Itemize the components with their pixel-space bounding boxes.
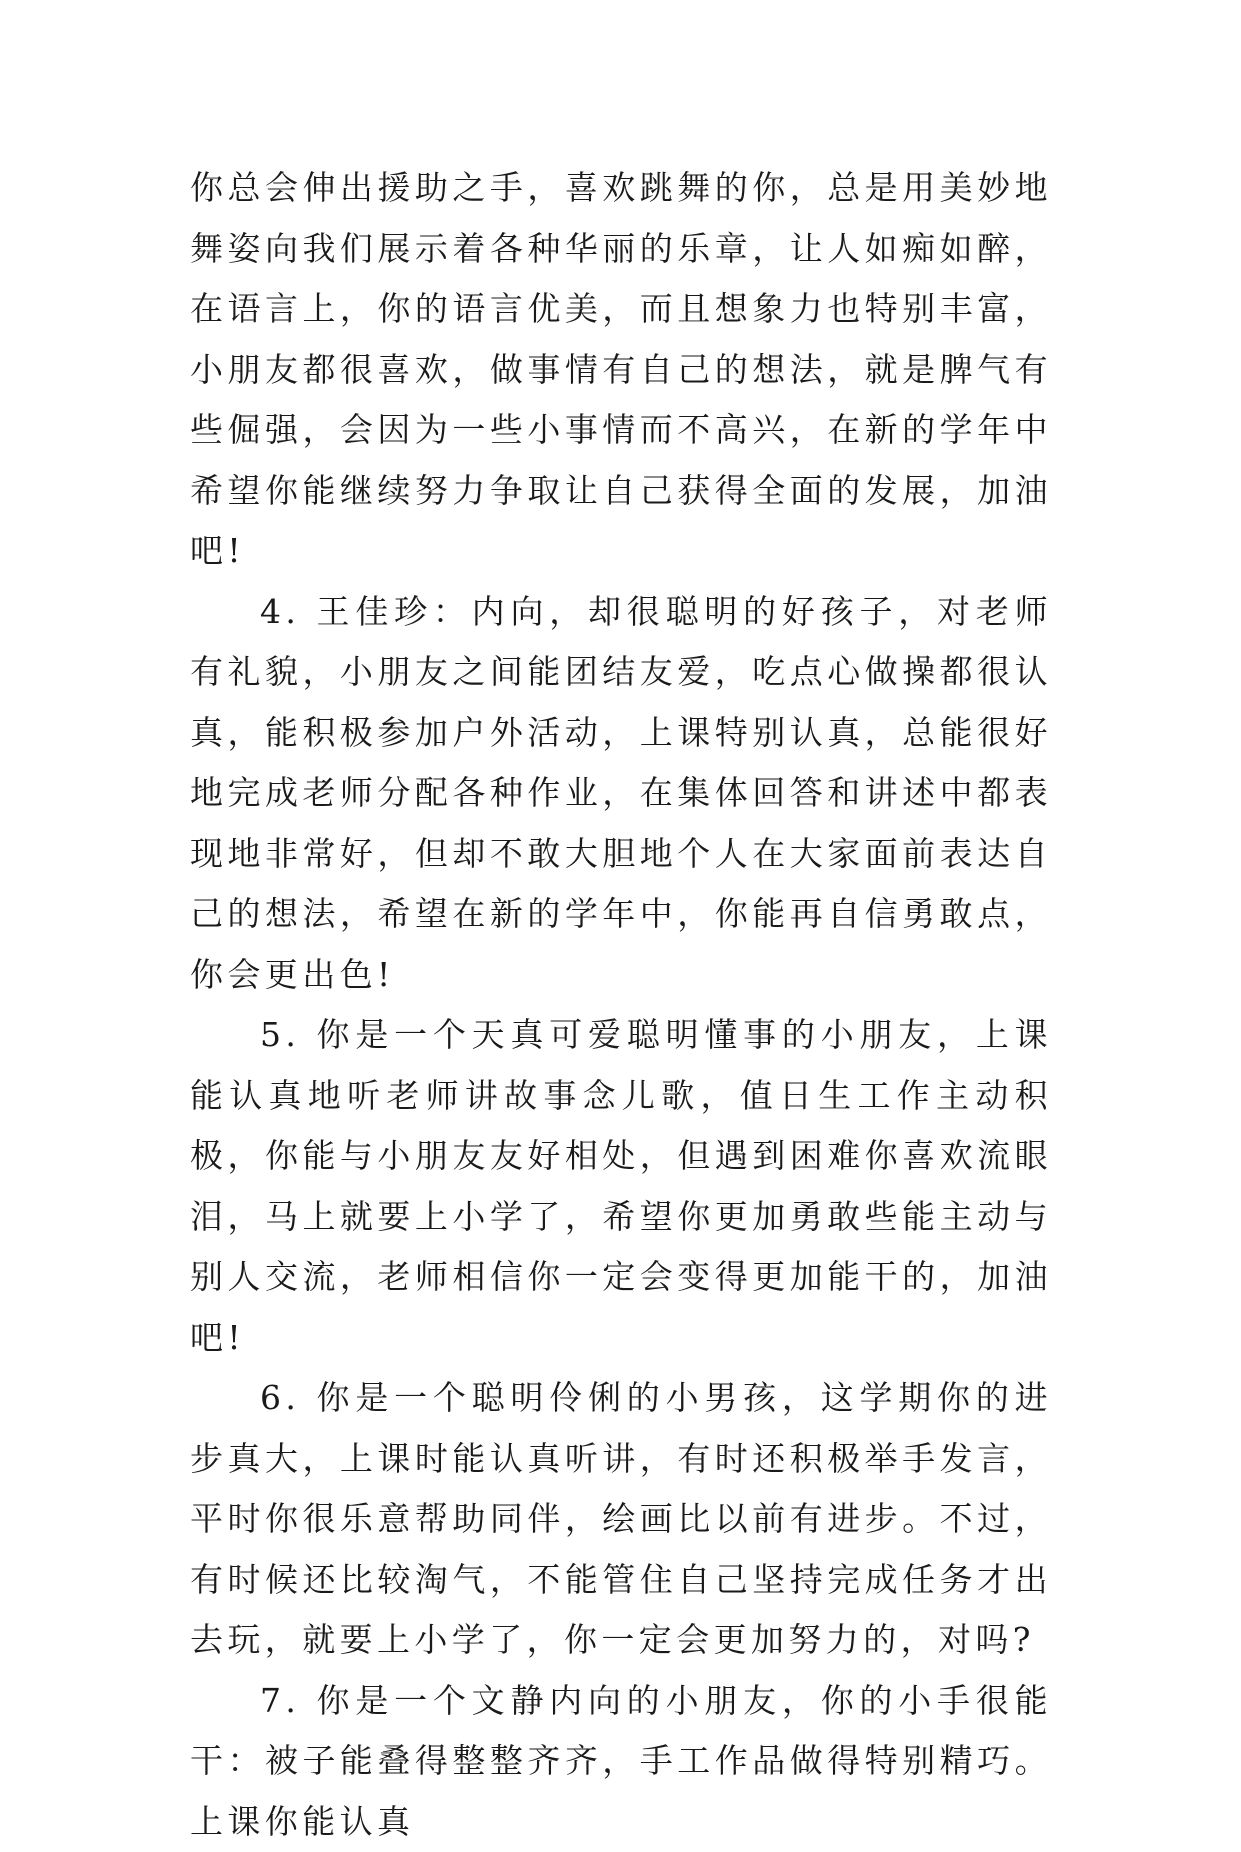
paragraph-comment-4: 4. 王佳珍：内向，却很聪明的好孩子，对老师有礼貌，小朋友之间能团结友爱，吃点心做操都很认真，能积极参加户外活动，上课特别认真，总能很好地完成老师分配各种作业，在集体回答和讲述中都表现地非常好，但却不敢大胆地个人在大家面前表达自己的想法，希望在新的学年中，你能再自信勇敢点，你会更出色!: [190, 582, 1052, 1006]
document-page: [190, 158, 1052, 1852]
paragraph-continued: 你总会伸出援助之手，喜欢跳舞的你，总是用美妙地舞姿向我们展示着各种华丽的乐章，让人如痴如醉，在语言上，你的语言优美，而且想象力也特别丰富，小朋友都很喜欢，做事情有自己的想法，就是脾气有些倔强，会因为一些小事情而不高兴，在新的学年中希望你能继续努力争取让自己获得全面的发展，加油吧!: [190, 158, 1052, 582]
paragraph-comment-6: 6. 你是一个聪明伶俐的小男孩，这学期你的进步真大，上课时能认真听讲，有时还积极举手发言，平时你很乐意帮助同伴，绘画比以前有进步。不过，有时候还比较淘气，不能管住自己坚持完成任务才出去玩，就要上小学了，你一定会更加努力的，对吗?: [190, 1368, 1052, 1671]
paragraph-comment-7: 7. 你是一个文静内向的小朋友，你的小手很能干：被子能叠得整整齐齐，手工作品做得特别精巧。上课你能认真: [190, 1671, 1052, 1852]
paragraph-comment-5: 5. 你是一个天真可爱聪明懂事的小朋友，上课能认真地听老师讲故事念儿歌，值日生工作主动积极，你能与小朋友友好相处，但遇到困难你喜欢流眼泪，马上就要上小学了，希望你更加勇敢些能主动与别人交流，老师相信你一定会变得更加能干的，加油吧!: [190, 1005, 1052, 1368]
